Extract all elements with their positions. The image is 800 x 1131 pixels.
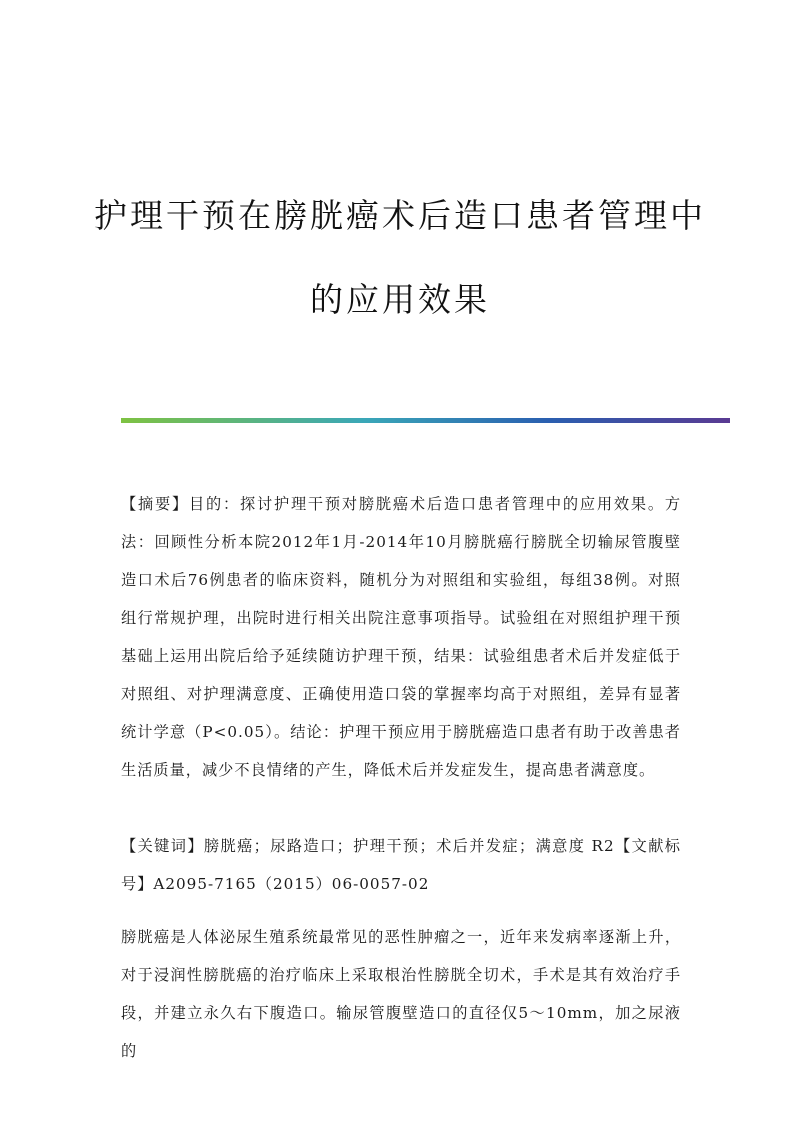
abstract-paragraph: 【摘要】目的：探讨护理干预对膀胱癌术后造口患者管理中的应用效果。方法：回顾性分析本院2012年1月-2014年10月膀胱癌行膀胱全切输尿管腹壁造口术后76例患者的临床资料，随机分为对照组和实验组，每组38例。对照组行常规护理，出院时进行相关出院注意事项指导。试验组在对照组护理干预基础上运用出院后给予延续随访护理干预，结果：试验组患者术后并发症低于对照组、对护理满意度、正确使用造口袋的掌握率均高于对照组，差异有显著统计学意（P<0.05）。结论：护理干预应用于膀胱癌造口患者有助于改善患者生活质量，减少不良情绪的产生，降低术后并发症发生，提高患者满意度。 [121, 495, 681, 779]
keywords-paragraph: 【关键词】膀胱癌；尿路造口；护理干预；术后并发症；满意度 R2【文献标号】A2095-7165（2015）06-0057-02 [121, 837, 681, 893]
document-title-line-2: 的应用效果 [310, 280, 490, 319]
document-title-line-1: 护理干预在膀胱癌术后造口患者管理中 [94, 196, 706, 235]
gradient-divider [121, 418, 730, 423]
intro-paragraph: 膀胱癌是人体泌尿生殖系统最常见的恶性肿瘤之一，近年来发病率逐渐上升，对于浸润性膀胱癌的治疗临床上采取根治性膀胱全切术，手术是其有效治疗手段，并建立永久右下腹造口。输尿管腹壁造口的直径仅5～10mm，加之尿液的 [121, 928, 681, 1060]
